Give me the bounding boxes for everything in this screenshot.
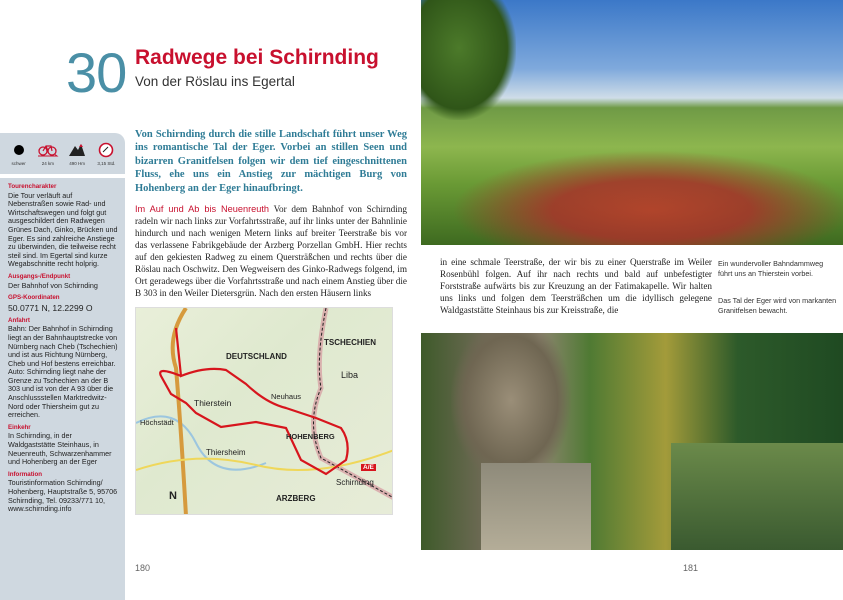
tour-number: 30 <box>66 41 127 104</box>
egertal-photo <box>421 333 843 550</box>
difficulty-dot-icon <box>13 141 25 158</box>
mountain-icon <box>68 141 86 158</box>
map-label-hoechstaedt: Höchstädt <box>140 418 174 428</box>
right-page <box>421 0 843 600</box>
heading-tour-character: Tourencharakter <box>8 183 57 190</box>
main-column <box>135 128 407 515</box>
stat-label: 24 km <box>41 161 54 166</box>
page-number-left: 180 <box>135 563 151 573</box>
map-label-deutschland: DEUTSCHLAND <box>226 352 287 362</box>
map-label-hohenberg: HOHENBERG <box>286 432 335 442</box>
food-text: In Schirnding, in der Waldgaststätte Steinhaus, in Neuenreuth, Schwarzenhammer und Hohenberg an der Eger <box>8 431 112 467</box>
photo-caption-2: Das Tal der Eger wird von markanten Granitfelsen bewacht. <box>718 296 837 315</box>
tour-stats <box>0 133 125 178</box>
start-end-text: Der Bahnhof von Schirnding <box>8 280 98 290</box>
photo-caption-1: Ein wundervoller Bahndammweg führt uns an Thierstein vorbei. <box>718 259 824 278</box>
body-text-left <box>135 203 407 299</box>
section-lead: Im Auf und Ab bis Neuenreuth <box>135 204 270 215</box>
map-label-thiersheim: Thiersheim <box>206 448 246 458</box>
map-label-thierstein: Thierstein <box>194 398 232 409</box>
border-line <box>314 308 394 498</box>
info-sidebar <box>0 133 125 600</box>
page-number-right: 181 <box>683 563 699 573</box>
stat-label: schwer <box>11 161 26 166</box>
map-label-arzberg: ARZBERG <box>276 494 316 504</box>
motorway <box>173 308 186 515</box>
arrival-text: Bahn: Der Bahnhof in Schirnding liegt an der Bahnhauptstrecke von Nürnberg nach Cheb (Tschechien) und ist aus Richtung Nürnberg, Cheb und Hof bestens erreichbar. Auto: Schirnding liegt nahe der Grenze zu Tschechien an der B 303 und ist von der A 93 über die Anschlussstellen Marktredwitz-Nord oder Thiersheim gut zu erreichen. <box>8 324 118 420</box>
meadow-photo <box>421 0 843 245</box>
bicycle-icon <box>37 141 59 158</box>
map-label-tschechien: TSCHECHIEN <box>324 338 377 348</box>
heading-arrival: Anfahrt <box>8 316 30 324</box>
gps-text: 50.0771 N, 12.2299 O <box>8 302 93 313</box>
body-text: Vor dem Bahnhof von Schirnding radeln wir nach links zur Vorfahrtsstraße, auf ihr links unter der Bahnlinie hindurch und nach wenigen Metern links auf breiter Teerstraße bis vor das verlassene Fabrikgebäude der Arzberg Porzellan GmbH. Hier rechts auf den gekiesten Radweg zu einem Quersträßchen und rechts über die Röslau nach Oschwitz. Den Wegweisern des Ginko-Radwegs folgend, im Ort geradewegs über die Vorfahrtsstraße und nach einem Anstieg über die B 303 in den Weiler Dietersgrün. Nach den ersten Häusern links <box>135 204 407 299</box>
map-label-neuhaus: Neuhaus <box>271 392 302 402</box>
page-subtitle: Von der Röslau ins Egertal <box>135 74 295 89</box>
stat-label: 490 Hm <box>69 161 85 166</box>
page-title: Radwege bei Schirnding <box>135 46 379 69</box>
map-label-schirnding: Schirnding <box>336 478 374 488</box>
left-page <box>0 0 421 600</box>
sidebar-info <box>0 178 125 514</box>
heading-information: Information <box>8 470 43 478</box>
route-map <box>135 307 393 515</box>
stat-duration <box>93 141 119 166</box>
stat-elevation <box>64 141 90 166</box>
tour-character-text: Die Tour verläuft auf Nebenstraßen sowie Rad- und Wirtschaftswegen und folgt gut ausgeschildert den Radwegen Grünes Dach, Ginko, Brücken und Eger. Es sind zahlreiche Anstiege zu überwinden, die teilweise recht steil sind. Im Egertal sind kurze Wegabschnitte recht holprig. <box>8 190 118 269</box>
heading-gps: GPS-Koordinaten <box>8 294 60 302</box>
heading-start-end: Ausgangs-/Endpunkt <box>8 272 71 280</box>
map-label-liba: Liba <box>341 370 359 381</box>
clock-icon <box>98 141 114 158</box>
body-text-right: in eine schmale Teerstraße, der wir bis zu einer Querstraße im Weiler Rosenbühl folgen. Auf ihr nach rechts und bald auf unbefestigter Forststraße aufwärts bis zur Kreuzung an der Fatimakapelle. Wir halten uns links und folgen dem Teersträßchen um die idyllisch gelegene Waldgaststätte Steinhaus bis zur Kreisstraße, die <box>440 257 712 315</box>
north-arrow-icon: N <box>169 490 177 503</box>
stat-distance <box>35 141 61 166</box>
information-text: Touristinformation Schirnding/ Hohenberg, Hauptstraße 5, 95706 Schirnding, Tel. 09233/771 10, www.schirnding.info <box>8 478 118 514</box>
start-end-marker: A/E <box>363 464 374 472</box>
heading-food: Einkehr <box>8 423 31 431</box>
stat-label: 3,15 Std. <box>97 161 116 166</box>
intro-paragraph: Von Schirnding durch die stille Landschaft führt unser Weg ins romantische Tal der Eger. Vorbei an stillen Seen und bizarren Granitfelsen folgen wir dem tief eingeschnittenen Fluss, ehe uns ein Anstieg zur mächtigen Burg von Hohenberg an der Eger hinaufbringt. <box>135 129 407 194</box>
stat-difficulty <box>6 141 32 166</box>
